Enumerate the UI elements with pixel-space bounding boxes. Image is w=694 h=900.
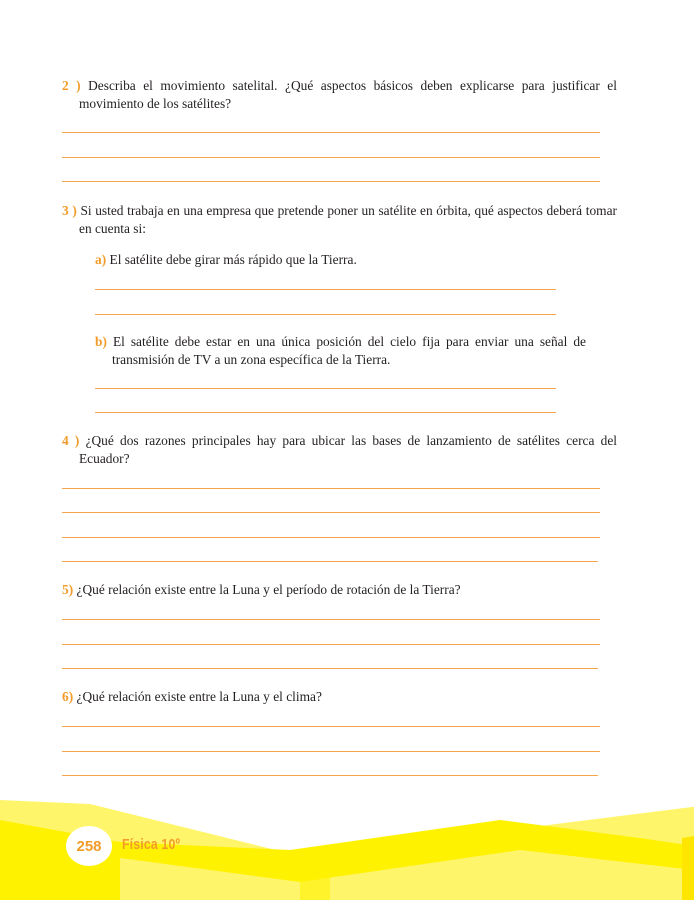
question-5 — [62, 581, 600, 599]
question-text: ¿Qué dos razones principales hay para ubicar las bases de lanzamiento de satélites cerca del Ecuador? — [79, 433, 617, 466]
answer-line[interactable] — [62, 132, 600, 133]
question-6 — [62, 688, 600, 706]
book-title: Física 10º — [122, 836, 181, 853]
question-3b — [95, 333, 586, 369]
answer-line[interactable] — [95, 388, 556, 389]
footer-band-stripe — [300, 850, 330, 900]
question-text: Describa el movimiento satelital. ¿Qué aspectos básicos deben explicarse para justificar el movimiento de los satélites? — [79, 78, 617, 111]
question-2 — [62, 77, 617, 113]
subquestion-letter: a) — [95, 252, 107, 267]
answer-line[interactable] — [95, 289, 556, 290]
answer-line[interactable] — [62, 488, 600, 489]
answer-line[interactable] — [62, 726, 600, 727]
answer-line[interactable] — [95, 314, 556, 315]
question-text: Si usted trabaja en una empresa que pretende poner un satélite en órbita, qué aspectos deberá tomar en cuenta si: — [79, 203, 617, 236]
answer-line[interactable] — [62, 537, 600, 538]
question-number: 5) — [62, 582, 74, 597]
answer-line[interactable] — [62, 561, 598, 562]
answer-line[interactable] — [62, 775, 598, 776]
answer-line[interactable] — [62, 157, 600, 158]
question-number: 6) — [62, 689, 74, 704]
question-number: 2 ) — [62, 78, 81, 93]
answer-line[interactable] — [62, 512, 600, 513]
answer-line[interactable] — [95, 412, 556, 413]
question-text: ¿Qué relación existe entre la Luna y el clima? — [76, 689, 322, 704]
question-number: 4 ) — [62, 433, 80, 448]
question-4 — [62, 432, 617, 468]
subquestion-text: El satélite debe estar en una única posición del cielo fija para enviar una señal de transmisión de TV a un zona específica de la Tierra. — [112, 334, 586, 367]
answer-line[interactable] — [62, 181, 600, 182]
question-3a — [95, 251, 569, 269]
answer-line[interactable] — [62, 644, 600, 645]
page-number: 258 — [66, 826, 112, 866]
subquestion-text: El satélite debe girar más rápido que la Tierra. — [109, 252, 357, 267]
answer-line[interactable] — [62, 668, 598, 669]
question-number: 3 ) — [62, 203, 77, 218]
subquestion-letter: b) — [95, 334, 107, 349]
answer-line[interactable] — [62, 751, 600, 752]
question-text: ¿Qué relación existe entre la Luna y el período de rotación de la Tierra? — [76, 582, 461, 597]
question-3 — [62, 202, 617, 238]
footer-band-edge — [682, 836, 694, 900]
answer-line[interactable] — [62, 619, 600, 620]
